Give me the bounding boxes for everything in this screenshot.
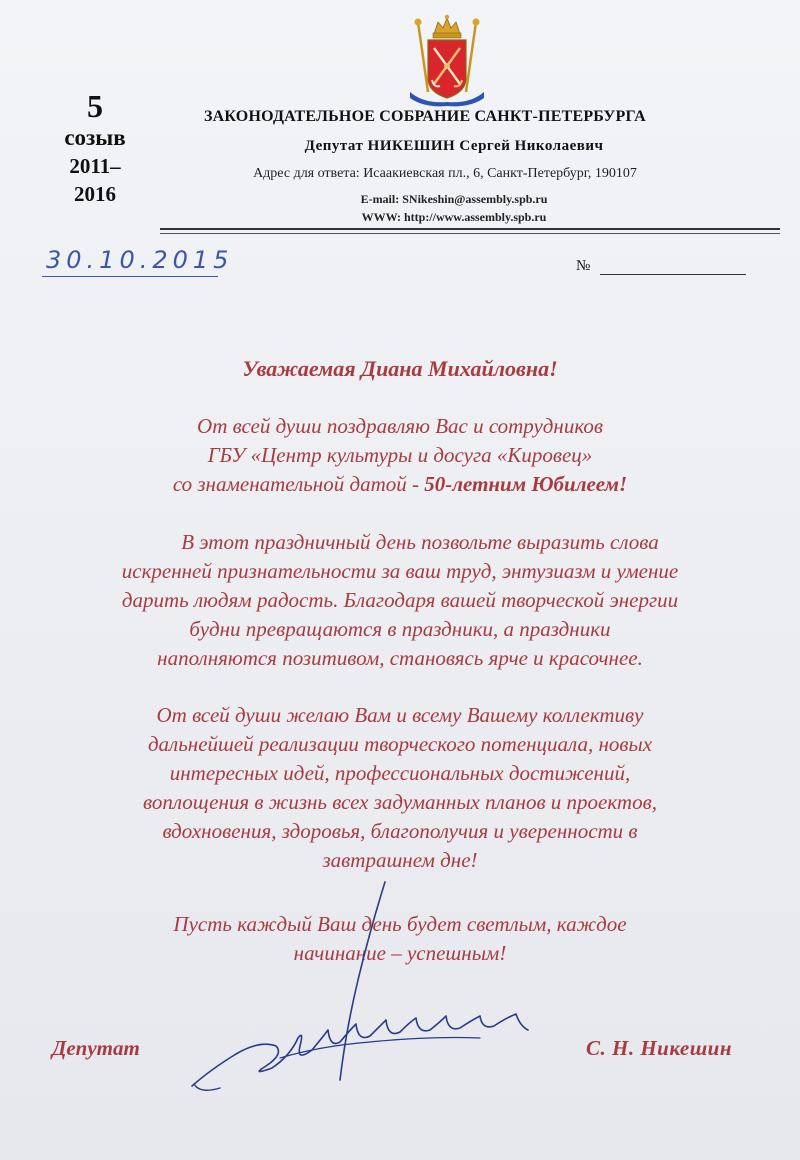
handwritten-signature <box>180 870 560 1100</box>
p2-line-5: наполняются позитивом, становясь ярче и красочнее. <box>157 646 643 670</box>
p3-line-6: завтрашнем дне! <box>322 848 478 872</box>
p3-line-1: От всей души желаю Вам и всему Вашему коллективу <box>156 703 644 727</box>
jubilee-highlight: 50-летним Юбилеем! <box>424 472 628 496</box>
convocation-block <box>40 88 150 208</box>
letter-date: 30.10.2015 <box>46 246 234 274</box>
convocation-years <box>40 152 150 208</box>
convocation-word: созыв <box>64 125 126 150</box>
p2-line-4: будни превращаются в праздники, а праздники <box>189 617 611 641</box>
paragraph-wishes <box>60 701 740 875</box>
p1-line-1: От всей души поздравляю Вас и сотрудников <box>197 414 603 438</box>
p3-line-2: дальнейшей реализации творческого потенциала, новых <box>147 732 653 756</box>
header-rule-thin <box>160 233 780 234</box>
website-text: WWW: http://www.assembly.spb.ru <box>361 210 547 224</box>
p2-line-2: искренней признательности за ваш труд, энтузиазм и умение <box>121 559 679 583</box>
paragraph-congratulation <box>60 412 740 499</box>
p3-line-5: вдохновения, здоровья, благополучия и уверенности в <box>162 819 638 843</box>
p1-line-2: ГБУ «Центр культуры и досуга «Кировец» <box>207 443 593 467</box>
p3-line-4: воплощения в жизнь всех задуманных планов и проектов, <box>143 790 657 814</box>
contacts-block <box>204 190 704 226</box>
header-rule-thick <box>160 228 780 230</box>
convocation-number: 5 <box>87 88 103 124</box>
signer-name: С. Н. Никешин <box>586 1036 733 1060</box>
p2-line-1: В этот праздничный день позвольте выразить слова <box>181 530 659 554</box>
p3-line-3: интересных идей, профессиональных достижений, <box>169 761 631 785</box>
p2-line-3: дарить людям радость. Благодаря вашей творческой энергии <box>121 588 679 612</box>
salutation: Уважаемая Диана Михайловна! <box>242 356 558 381</box>
email-text: E-mail: SNikeshin@assembly.spb.ru <box>360 192 548 206</box>
registration-number-line <box>600 274 746 275</box>
deputy-line: Депутат НИКЕШИН Сергей Николаевич <box>304 138 604 154</box>
saint-petersburg-coat-of-arms-icon <box>404 12 490 108</box>
years-start: 2011– <box>69 154 121 178</box>
date-underline <box>42 276 218 277</box>
p4-line-1: Пусть каждый Ваш день будет светлым, каждое <box>173 912 627 936</box>
p4-line-2: начинание – успешным! <box>293 941 507 965</box>
organization-name: ЗАКОНОДАТЕЛЬНОЕ СОБРАНИЕ САНКТ-ПЕТЕРБУРГА <box>204 108 646 125</box>
paragraph-gratitude <box>60 528 740 673</box>
p1-line-3 <box>60 470 740 499</box>
registration-number-label: № <box>576 258 591 274</box>
signer-role: Депутат <box>52 1036 140 1060</box>
years-end: 2016 <box>74 182 116 206</box>
p1-line-3-prefix: со знаменательной датой - <box>172 472 425 496</box>
reply-address: Адрес для ответа: Исаакиевская пл., 6, Санкт-Петербург, 190107 <box>253 166 637 181</box>
